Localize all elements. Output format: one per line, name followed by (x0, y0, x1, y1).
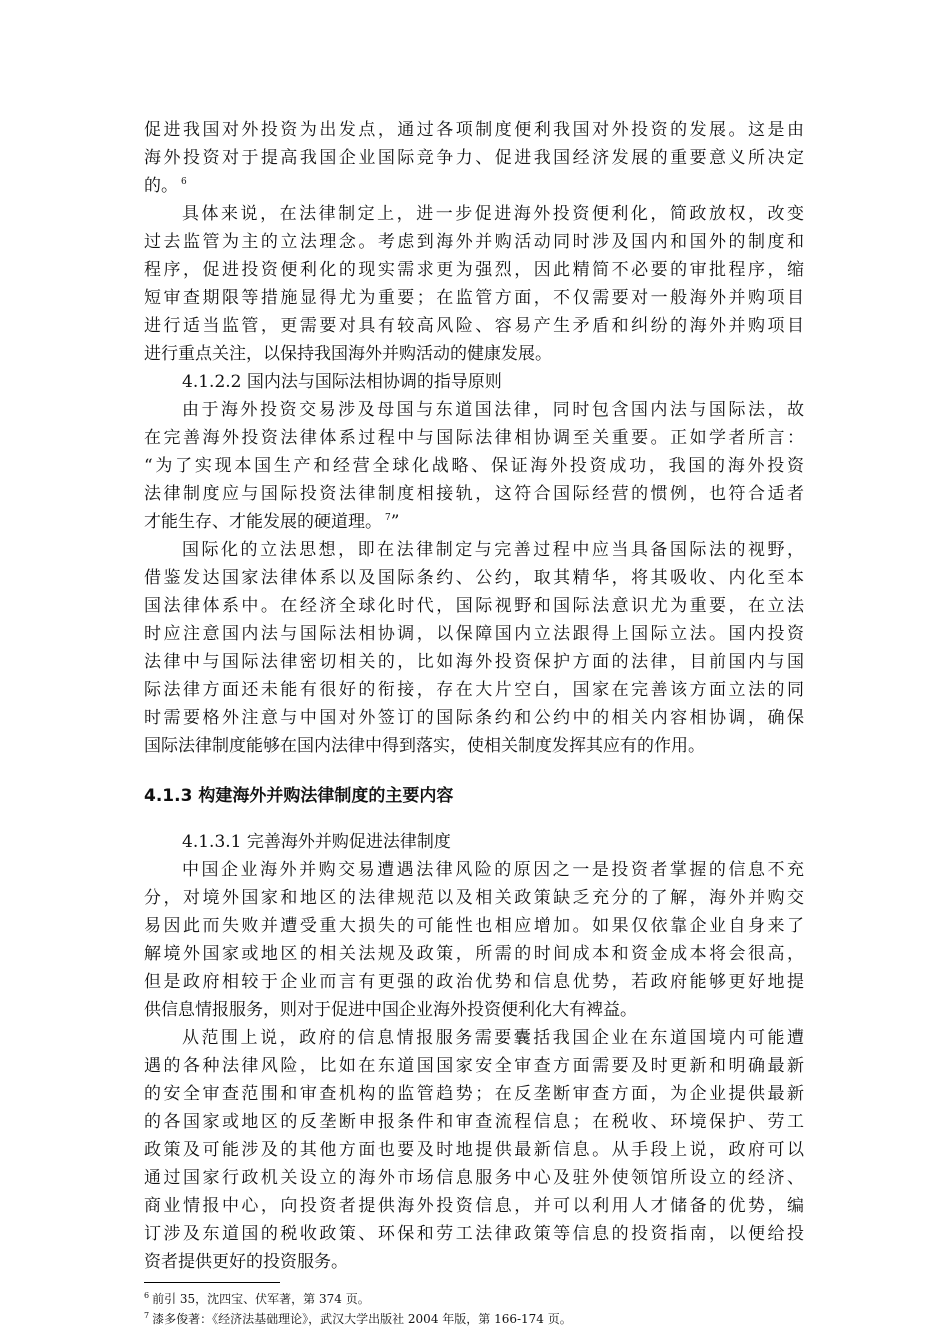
text-line: 过去监管为主的立法理念。考虑到海外并购活动同时涉及国内和国外的制度和 (144, 232, 804, 252)
text-fragment: 的。 (144, 176, 178, 196)
footnote (144, 1290, 370, 1310)
footnote-ref: 7 (385, 513, 391, 523)
text-line-with-note (144, 508, 804, 539)
text-line: 遇的各种法律风险，比如在东道国国家安全审查方面需要及时更新和明确最新 (144, 1056, 804, 1076)
subsection-title: 4.1.2.2 国内法与国际法相协调的指导原则 (182, 372, 502, 392)
text-line: 由于海外投资交易涉及母国与东道国法律，同时包含国内法与国际法，故 (182, 400, 804, 420)
text-line: 从范围上说，政府的信息情报服务需要囊括我国企业在东道国境内可能遭 (182, 1028, 804, 1048)
text-line: 在完善海外投资法律体系过程中与国际法律相协调至关重要。正如学者所言： (144, 428, 804, 448)
text-line: 中国企业海外并购交易遭遇法律风险的原因之一是投资者掌握的信息不充 (182, 860, 804, 880)
text-line: “为了实现本国生产和经营全球化战略、保证海外投资成功，我国的海外投资 (144, 456, 804, 476)
text-line: 法律中与国际法律密切相关的，比如海外投资保护方面的法律，目前国内与国 (144, 652, 804, 672)
text-line: 商业情报中心，向投资者提供海外投资信息，并可以利用人才储备的优势，编 (144, 1196, 804, 1216)
footnote-number: 6 (144, 1291, 150, 1300)
text-line: 进行适当监管，更需要对具有较高风险、容易产生矛盾和纠纷的海外并购项目 (144, 316, 804, 336)
text-line: 进行重点关注，以保持我国海外并购活动的健康发展。 (144, 344, 552, 364)
text-line: 分，对境外国家和地区的法律规范以及相关政策缺乏充分的了解，海外并购交 (144, 888, 804, 908)
footnote-text: 漆多俊著：《经济法基础理论》，武汉大学出版社 2004 年版，第 166-174 页。 (152, 1312, 572, 1326)
text-line: 供信息情报服务，则对于促进中国企业海外投资便利化大有裨益。 (144, 1000, 637, 1020)
footnote-number: 7 (144, 1311, 150, 1320)
text-line: 易因此而失败并遭受重大损失的可能性也相应增加。如果仅依靠企业自身来了 (144, 916, 804, 936)
text-line: 通过国家行政机关设立的海外市场信息服务中心及驻外使领馆所设立的经济、 (144, 1168, 804, 1188)
text-line: 具体来说，在法律制定上，进一步促进海外投资便利化，简政放权，改变 (182, 204, 804, 224)
text-line: 法律制度应与国际投资法律制度相接轨，这符合国际经营的惯例，也符合适者 (144, 484, 804, 504)
text-line: 时需要格外注意与中国对外签订的国际条约和公约中的相关内容相协调，确保 (144, 708, 804, 728)
text-line: 程序，促进投资便利化的现实需求更为强烈，因此精简不必要的审批程序，缩 (144, 260, 804, 280)
text-line: 海外投资对于提高我国企业国际竞争力、促进我国经济发展的重要意义所决定 (144, 148, 804, 168)
text-line: 但是政府相较于企业而言有更强的政治优势和信息优势，若政府能够更好地提 (144, 972, 804, 992)
section-heading: 4.1.3 构建海外并购法律制度的主要内容 (144, 786, 454, 806)
text-fragment: 才能生存、才能发展的硬道理。 (144, 512, 382, 532)
text-line: 订涉及东道国的税收政策、环保和劳工法律政策等信息的投资指南，以便给投 (144, 1224, 804, 1244)
subsection-title: 4.1.3.1 完善海外并购促进法律制度 (182, 832, 451, 852)
footnote (144, 1310, 572, 1330)
text-line: 的安全审查范围和审查机构的监管趋势；在反垄断审查方面，为企业提供最新 (144, 1084, 804, 1104)
text-line: 短审查期限等措施显得尤为重要；在监管方面，不仅需要对一般海外并购项目 (144, 288, 804, 308)
text-line: 的各国家或地区的反垄断申报条件和审查流程信息；在税收、环境保护、劳工 (144, 1112, 804, 1132)
footnote-text: 前引 35，沈四宝、伏军著，第 374 页。 (152, 1292, 370, 1306)
text-line-with-note (144, 172, 804, 203)
text-line: 解境外国家或地区的相关法规及政策，所需的时间成本和资金成本将会很高， (144, 944, 804, 964)
text-line: 国际法律制度能够在国内法律中得到落实，使相关制度发挥其应有的作用。 (144, 736, 705, 756)
text-line: 时应注意国内法与国际法相协调，以保障国内立法跟得上国际立法。国内投资 (144, 624, 804, 644)
closing-quote: ” (390, 512, 400, 532)
text-line: 促进我国对外投资为出发点，通过各项制度便利我国对外投资的发展。这是由 (144, 120, 804, 140)
text-line: 政策及可能涉及的其他方面也要及时地提供最新信息。从手段上说，政府可以 (144, 1140, 804, 1160)
text-line: 际法律方面还未能有很好的衔接，存在大片空白，国家在完善该方面立法的同 (144, 680, 804, 700)
text-line: 国际化的立法思想，即在法律制定与完善过程中应当具备国际法的视野， (182, 540, 804, 560)
text-line: 国法律体系中。在经济全球化时代，国际视野和国际法意识尤为重要，在立法 (144, 596, 804, 616)
text-line: 资者提供更好的投资服务。 (144, 1252, 348, 1272)
footnote-separator (144, 1282, 280, 1283)
footnote-ref: 6 (181, 177, 187, 187)
text-line: 借鉴发达国家法律体系以及国际条约、公约，取其精华，将其吸收、内化至本 (144, 568, 804, 588)
